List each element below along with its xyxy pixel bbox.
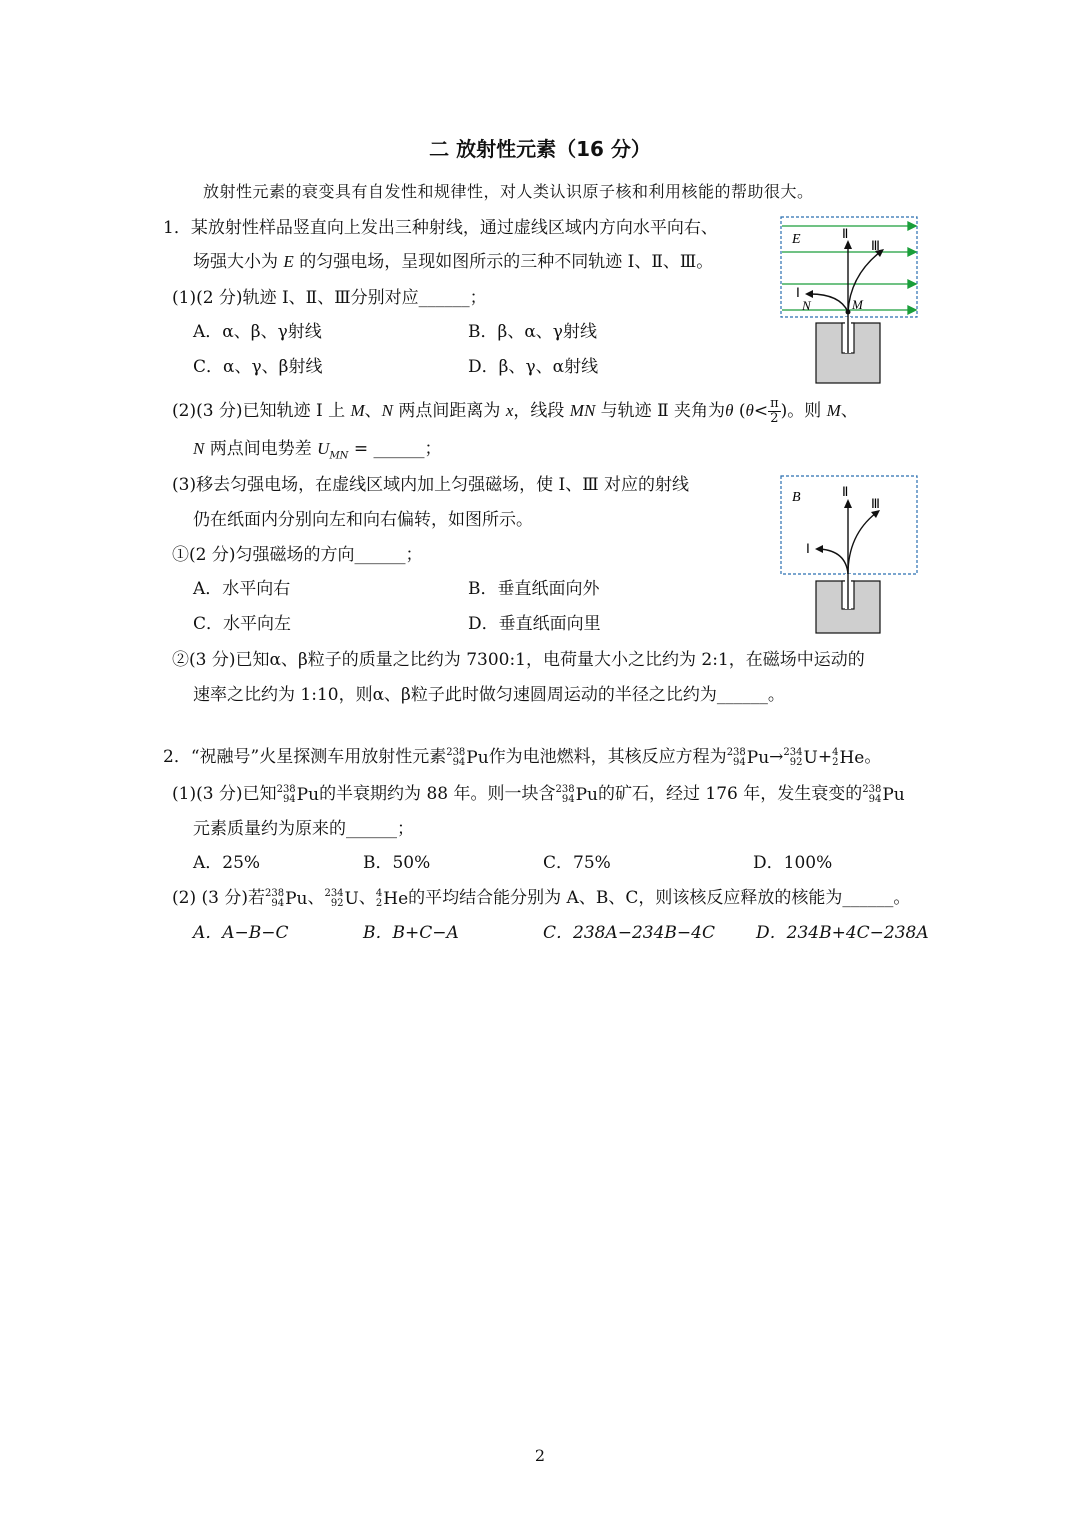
label-ii: Ⅱ [842,226,849,241]
nuclide-he4: 4 2 He [375,888,409,909]
point-m-dot [846,310,851,315]
nuclide-pu238: 238 94 Pu [276,784,320,805]
q1-part3-sub1-option-a: A．水平向右 [193,579,291,599]
label-ii: Ⅱ [842,484,849,499]
label-iii: Ⅲ [871,496,880,511]
q2-part2-option-a: A．A−B−C [193,923,289,943]
q1-part2-line2: N 两点间电势差 $U_{MN}$ = ______； [193,439,442,462]
label-i: Ⅰ [806,541,810,556]
q2-part1-line1: (1)(3 分)已知 238 94 Pu的半衰期约为 88 年。则一块含 238 94 Pu的矿石，经过 176 年，发生衰变的 238 94 Pu [172,784,905,805]
nuclide-u234: 234 92 U [783,747,818,768]
nuclide-pu238: 238 94 Pu [555,784,598,805]
nuclide-pu238: 238 94 Pu [264,888,308,909]
arrow-i [805,290,813,298]
section-title: 二 放射性元素（16 分） [429,137,651,161]
pi-over-two-fraction: $\frac{\pi}{2}$ [770,396,779,426]
arrow-i [815,545,823,553]
q2-part1-option-d: D．100% [753,853,833,873]
q1-part1-option-c: C．α、γ、β射线 [193,357,323,377]
q2-part2-option-c: C．238A−234B−4C [543,923,715,943]
q1-part1-option-b: B．β、α、γ射线 [468,322,597,342]
q1-part3-line2: 仍在纸面内分别向左和向右偏转，如图所示。 [193,510,533,530]
q1-part1-option-d: D．β、γ、α射线 [468,357,599,377]
page-number: 2 [534,1446,546,1465]
q1-stem-line2: 场强大小为 E 的匀强电场，呈现如图所示的三种不同轨迹 Ⅰ、Ⅱ、Ⅲ。 [193,252,714,272]
nuclide-pu238: 238 94 Pu [446,747,489,768]
field-label-b: B [792,490,801,505]
nuclide-pu238: 238 94 Pu [862,784,905,805]
magnetic-field-figure [780,475,920,635]
q2-part2-stem: (2) (3 分)若 238 94 Pu、 234 92 U、 4 2 He的平均结合能分别为 A、B、C，则该核反应释放的核能为______。 [172,888,911,909]
q1-part3-line1: (3)移去匀强电场，在虚线区域内加上匀强磁场，使 Ⅰ、Ⅲ 对应的射线 [172,475,689,495]
nuclide-he4: 4 2 He [832,747,865,768]
q2-stem: 2．“祝融号”火星探测车用放射性元素 238 94 Pu作为电池燃料，其核反应方程为 238 94 Pu→ 234 92 U+ 4 2 He。 [163,747,882,768]
q1-part2-line1: (2)(3 分)已知轨迹 Ⅰ 上 M、N 两点间距离为 x，线段 MN 与轨迹 Ⅱ 夹角为θ (θ< $\frac{\pi}{2}$ )。则 M、 [172,396,858,426]
q2-part1-option-c: C．75% [543,853,611,873]
trajectories [810,246,880,317]
nuclide-u234: 234 92 U [324,888,359,909]
q1-part3-sub1-option-b: B．垂直纸面向外 [468,579,600,599]
arrow-ii [844,240,852,249]
q2-part1-option-a: A．25% [193,853,261,873]
q2-part2-option-b: B．B+C−A [363,923,459,943]
label-m: M [852,297,863,312]
q1-part3-sub2-line2: 速率之比约为 1:10，则α、β粒子此时做匀速圆周运动的半径之比约为______。 [193,685,785,705]
nuclide-pu238: 238 94 Pu [726,747,770,768]
q1-stem-line1: 1．某放射性样品竖直向上发出三种射线，通过虚线区域内方向水平向右、 [163,218,718,238]
q1-part3-sub1-option-c: C．水平向左 [193,614,292,634]
label-i: Ⅰ [796,285,800,300]
q1-part3-sub1-stem: ①(2 分)匀强磁场的方向______； [172,545,423,565]
q1-part1-option-a: A．α、β、γ射线 [193,322,322,342]
q2-part2-option-d: D．234B+4C−238A [756,923,929,943]
q1-part3-sub2-line1: ②(3 分)已知α、β粒子的质量之比约为 7300:1，电荷量大小之比约为 2:1，在磁场中运动的 [172,650,865,670]
label-iii: Ⅲ [871,238,880,253]
q2-part1-line2: 元素质量约为原来的______； [193,819,414,839]
arrow-ii [844,499,852,508]
trajectories [820,505,876,574]
intro-text: 放射性元素的衰变具有自发性和规律性，对人类认识原子核和利用核能的帮助很大。 [203,182,814,201]
q1-part1-stem: (1)(2 分)轨迹 Ⅰ、Ⅱ、Ⅲ分别对应______； [172,288,487,308]
q1-part3-sub1-option-d: D．垂直纸面向里 [468,614,601,634]
electric-field-figure [780,216,920,384]
label-n: N [802,298,811,313]
field-label-e: E [792,232,801,247]
q2-part1-option-b: B．50% [363,853,431,873]
